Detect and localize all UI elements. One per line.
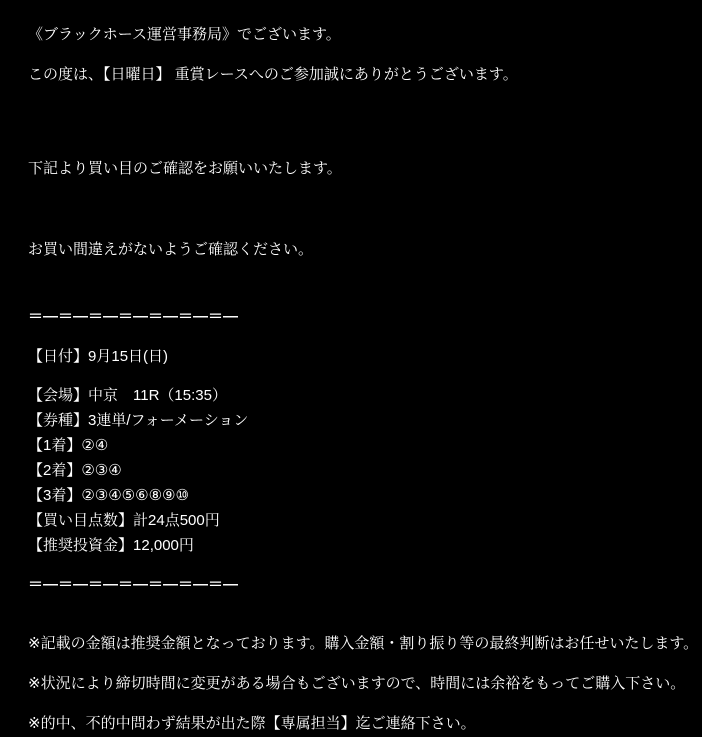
venue-row <box>28 383 674 408</box>
recommended-stake-row <box>28 533 674 558</box>
bet-count-row <box>28 508 674 533</box>
date-row <box>28 343 674 370</box>
note-deadline: ※状況により締切時間に変更がある場合もございますので、時間には余裕をもってご購入下さい。 <box>28 675 686 692</box>
divider-top: ＝―＝―＝―＝―＝―＝―＝― <box>28 308 239 325</box>
note-contact: ※的中、不的中問わず結果が出た際【専属担当】迄ご連絡下さい。 <box>28 715 476 732</box>
thanks-line: この度は、【日曜日】 重賞レースへのご参加誠にありがとうございます。 <box>28 66 518 83</box>
second-place-label: 【2着】 <box>28 462 82 479</box>
recommended-stake-label: 【推奨投資金】 <box>28 537 134 554</box>
third-place-value: ②③④⑤⑥⑧⑨⑩ <box>81 487 189 504</box>
first-place-row <box>28 433 674 458</box>
note-amount: ※記載の金額は推奨金額となっております。購入金額・割り振り等の最終判断はお任せいたします。 <box>28 635 699 652</box>
first-place-label: 【1着】 <box>28 437 82 454</box>
date-label: 【日付】 <box>28 348 89 365</box>
ticket-type-row <box>28 408 674 433</box>
second-place-row <box>28 458 674 483</box>
venue-label: 【会場】 <box>28 387 89 404</box>
bet-details <box>28 383 674 558</box>
first-place-value: ②④ <box>81 437 109 454</box>
third-place-label: 【3着】 <box>28 487 82 504</box>
recommended-stake-value: 12,000円 <box>133 537 194 554</box>
venue-value: 中京 11R（15:35） <box>88 387 227 404</box>
second-place-value: ②③④ <box>81 462 122 479</box>
third-place-row <box>28 483 674 508</box>
instructions-block <box>28 101 674 290</box>
ticket-type-label: 【券種】 <box>28 412 89 429</box>
ticket-type-value: 3連単/フォーメーション <box>88 412 249 429</box>
divider-bottom: ＝―＝―＝―＝―＝―＝―＝― <box>28 576 239 593</box>
greeting-line: 《ブラックホース運営事務局》でございます。 <box>28 26 341 43</box>
bet-count-value: 計24点500円 <box>133 512 220 529</box>
date-value: 9月15日(日) <box>88 348 169 365</box>
instruction-line-1: 下記より買い目のご確認をお願いいたします。 <box>28 160 342 177</box>
notes-block <box>28 630 699 737</box>
bet-count-label: 【買い目点数】 <box>28 512 134 529</box>
instruction-line-2: お買い間違えがないようご確認ください。 <box>28 241 314 258</box>
